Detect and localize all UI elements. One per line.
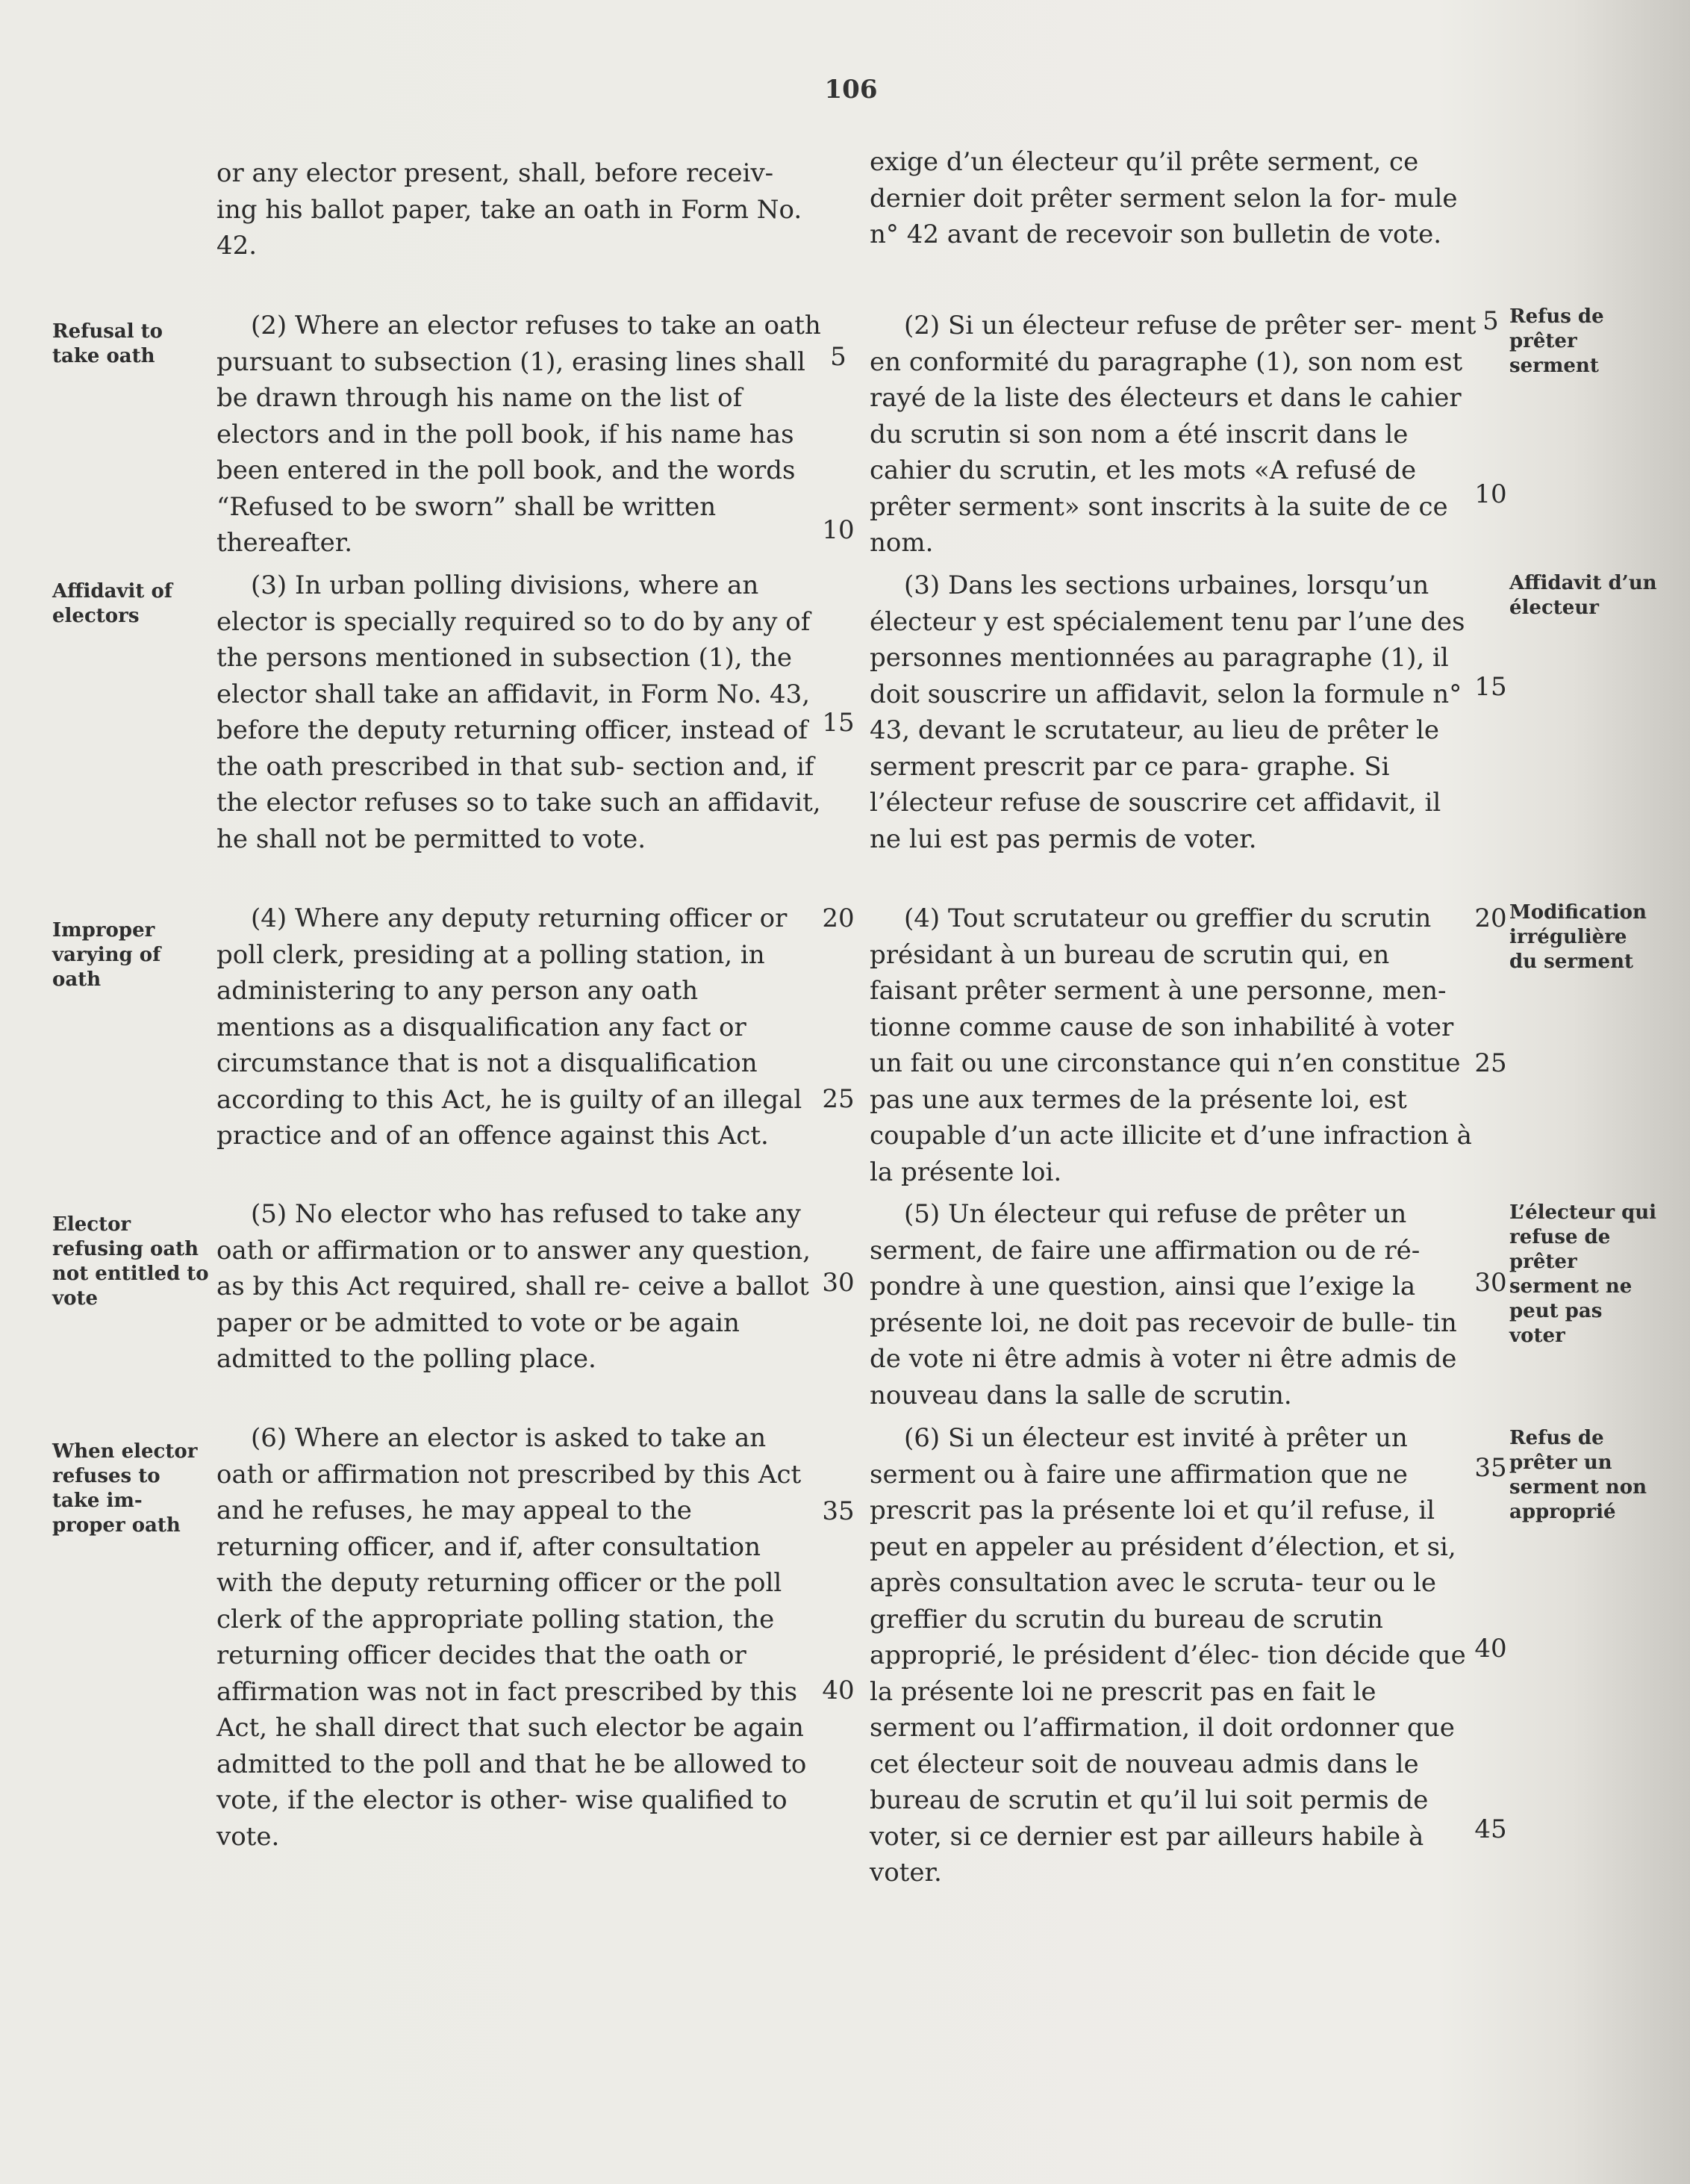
english-subsection-4: (4) Where any deputy returning officer or poll clerk, presiding at a polling station, in administering to any person any oath mentions as a disqualification any fact or circumstance that is not a disqualification according to this Act, he is guilty of an illegal practice and of an offence against this Act. bbox=[216, 903, 802, 1151]
margin-note-affidavit: Affidavit of electors bbox=[52, 580, 172, 627]
line-number: 45 bbox=[1474, 1814, 1507, 1844]
english-subsection-3: (3) In urban polling divisions, where an elector is specially required so to do by any of the persons mentioned in subsection (1), the elector shall take an affidavit, in Form No. 43, before the deputy returning officer, instead of the oath prescribed in that sub- section and, if the elector refuses so to take such an affidavit, he shall not be permitted to vote. bbox=[216, 570, 821, 854]
margin-note-affidavit-fr: Affidavit d’un électeur bbox=[1509, 572, 1657, 619]
line-number: 30 bbox=[1474, 1268, 1507, 1298]
line-number: 25 bbox=[1474, 1048, 1507, 1078]
french-subsection-6: (6) Si un électeur est invité à prêter un serment ou à faire une affirmation que ne prescrit pas la présente loi et qu’il refuse, il peut en appeler au président d’élection, et si, après consultation avec le scruta- teur ou le greffier du scrutin du bureau de scrutin approprié, le président d’élec- tion décide que la présente loi ne prescrit pas en fait le serment ou l’affirmation, il doit ordonner que cet électeur soit de nouveau admis dans le bureau de scrutin et qu’il lui soit permis de voter, si ce dernier est par ailleurs habile à voter. bbox=[870, 1423, 1466, 1888]
line-number: 35 bbox=[1474, 1453, 1507, 1483]
margin-note-not-entitled: Elector refusing oath not entitled to vote bbox=[52, 1213, 209, 1310]
line-number: 30 bbox=[822, 1268, 855, 1298]
margin-note-improper-oath: When elector refuses to take im- proper oath bbox=[52, 1440, 198, 1537]
line-number: 40 bbox=[1474, 1634, 1507, 1664]
english-paragraph-intro: or any elector present, shall, before receiv- ing his ballot paper, take an oath in Form No. 42. bbox=[216, 158, 802, 261]
line-number: 20 bbox=[1474, 903, 1507, 933]
margin-note-electeur-refuse: L’électeur qui refuse de prêter serment ne peut pas voter bbox=[1509, 1201, 1657, 1347]
margin-note-modification: Modification irrégulière du serment bbox=[1509, 901, 1647, 973]
line-number: 5 bbox=[830, 342, 846, 372]
english-subsection-5: (5) No elector who has refused to take any oath or affirmation or to answer any question, as by this Act required, shall re- ceive a ballot paper or be admitted to vote or be again admitted to the polling place. bbox=[216, 1199, 811, 1374]
french-subsection-4: (4) Tout scrutateur ou greffier du scrutin présidant à un bureau de scrutin qui, en faisant prêter serment à une personne, men- tionne comme cause de son inhabilité à voter un fait ou une circonstance qui n’en constitue pas une aux termes de la présente loi, est coupable d’un acte illicite et d’une infraction à la présente loi. bbox=[870, 903, 1472, 1187]
line-number: 15 bbox=[1474, 672, 1507, 702]
margin-note-refus-non-approprie: Refus de prêter un serment non approprié bbox=[1509, 1427, 1647, 1523]
french-subsection-2: (2) Si un électeur refuse de prêter ser- ment en conformité du paragraphe (1), son nom est rayé de la liste des électeurs et dans le cahier du scrutin si son nom a été inscrit dans le cahier du scrutin, et les mots «A refusé de prêter serment» sont inscrits à la suite de ce nom. bbox=[870, 311, 1477, 558]
line-number: 5 bbox=[1482, 306, 1499, 336]
margin-note-refusal: Refusal to take oath bbox=[52, 320, 163, 367]
french-subsection-3: (3) Dans les sections urbaines, lorsqu’un électeur y est spécialement tenu par l’une des personnes mentionnées au paragraphe (1), il doit souscrire un affidavit, selon la formule n° 43, devant le scrutateur, au lieu de prêter le serment prescrit par ce para- graphe. Si l’électeur refuse de souscrire cet affidavit, il ne lui est pas permis de voter. bbox=[870, 570, 1465, 854]
line-number: 40 bbox=[822, 1676, 855, 1705]
line-number: 25 bbox=[822, 1084, 855, 1114]
french-subsection-5: (5) Un électeur qui refuse de prêter un serment, de faire une affirmation ou de ré- pondre à une question, ainsi que l’exige la présente loi, ne doit pas recevoir de bulle- tin de vote ni être admis à voter ni être admis de nouveau dans la salle de scrutin. bbox=[870, 1199, 1457, 1410]
line-number: 20 bbox=[822, 903, 855, 933]
english-subsection-2: (2) Where an elector refuses to take an oath pursuant to subsection (1), erasing lines shall be drawn through his name on the list of electors and in the poll book, if his name has been entered in the poll book, and the words “Refused to be sworn” shall be written thereafter. bbox=[216, 311, 821, 558]
line-number: 10 bbox=[1474, 479, 1507, 509]
line-number: 10 bbox=[822, 515, 855, 545]
line-number: 15 bbox=[822, 708, 855, 738]
margin-note-refus: Refus de prêter serment bbox=[1509, 305, 1604, 377]
page-number: 106 bbox=[824, 75, 878, 105]
line-number: 35 bbox=[822, 1496, 855, 1526]
french-paragraph-intro: exige d’un électeur qu’il prête serment, ce dernier doit prêter serment selon la for- mule n° 42 avant de recevoir son bulletin de vote. bbox=[870, 147, 1458, 249]
english-subsection-6: (6) Where an elector is asked to take an oath or affirmation not prescribed by this Act and he refuses, he may appeal to the returning officer, and if, after consultation with the deputy returning officer or the poll clerk of the appropriate polling station, the returning officer decides that the oath or affirmation was not in fact prescribed by this Act, he shall direct that such elector be again admitted to the poll and that he be allowed to vote, if the elector is other- wise qualified to vote. bbox=[216, 1423, 807, 1852]
margin-note-improper-varying: Improper varying of oath bbox=[52, 919, 161, 991]
